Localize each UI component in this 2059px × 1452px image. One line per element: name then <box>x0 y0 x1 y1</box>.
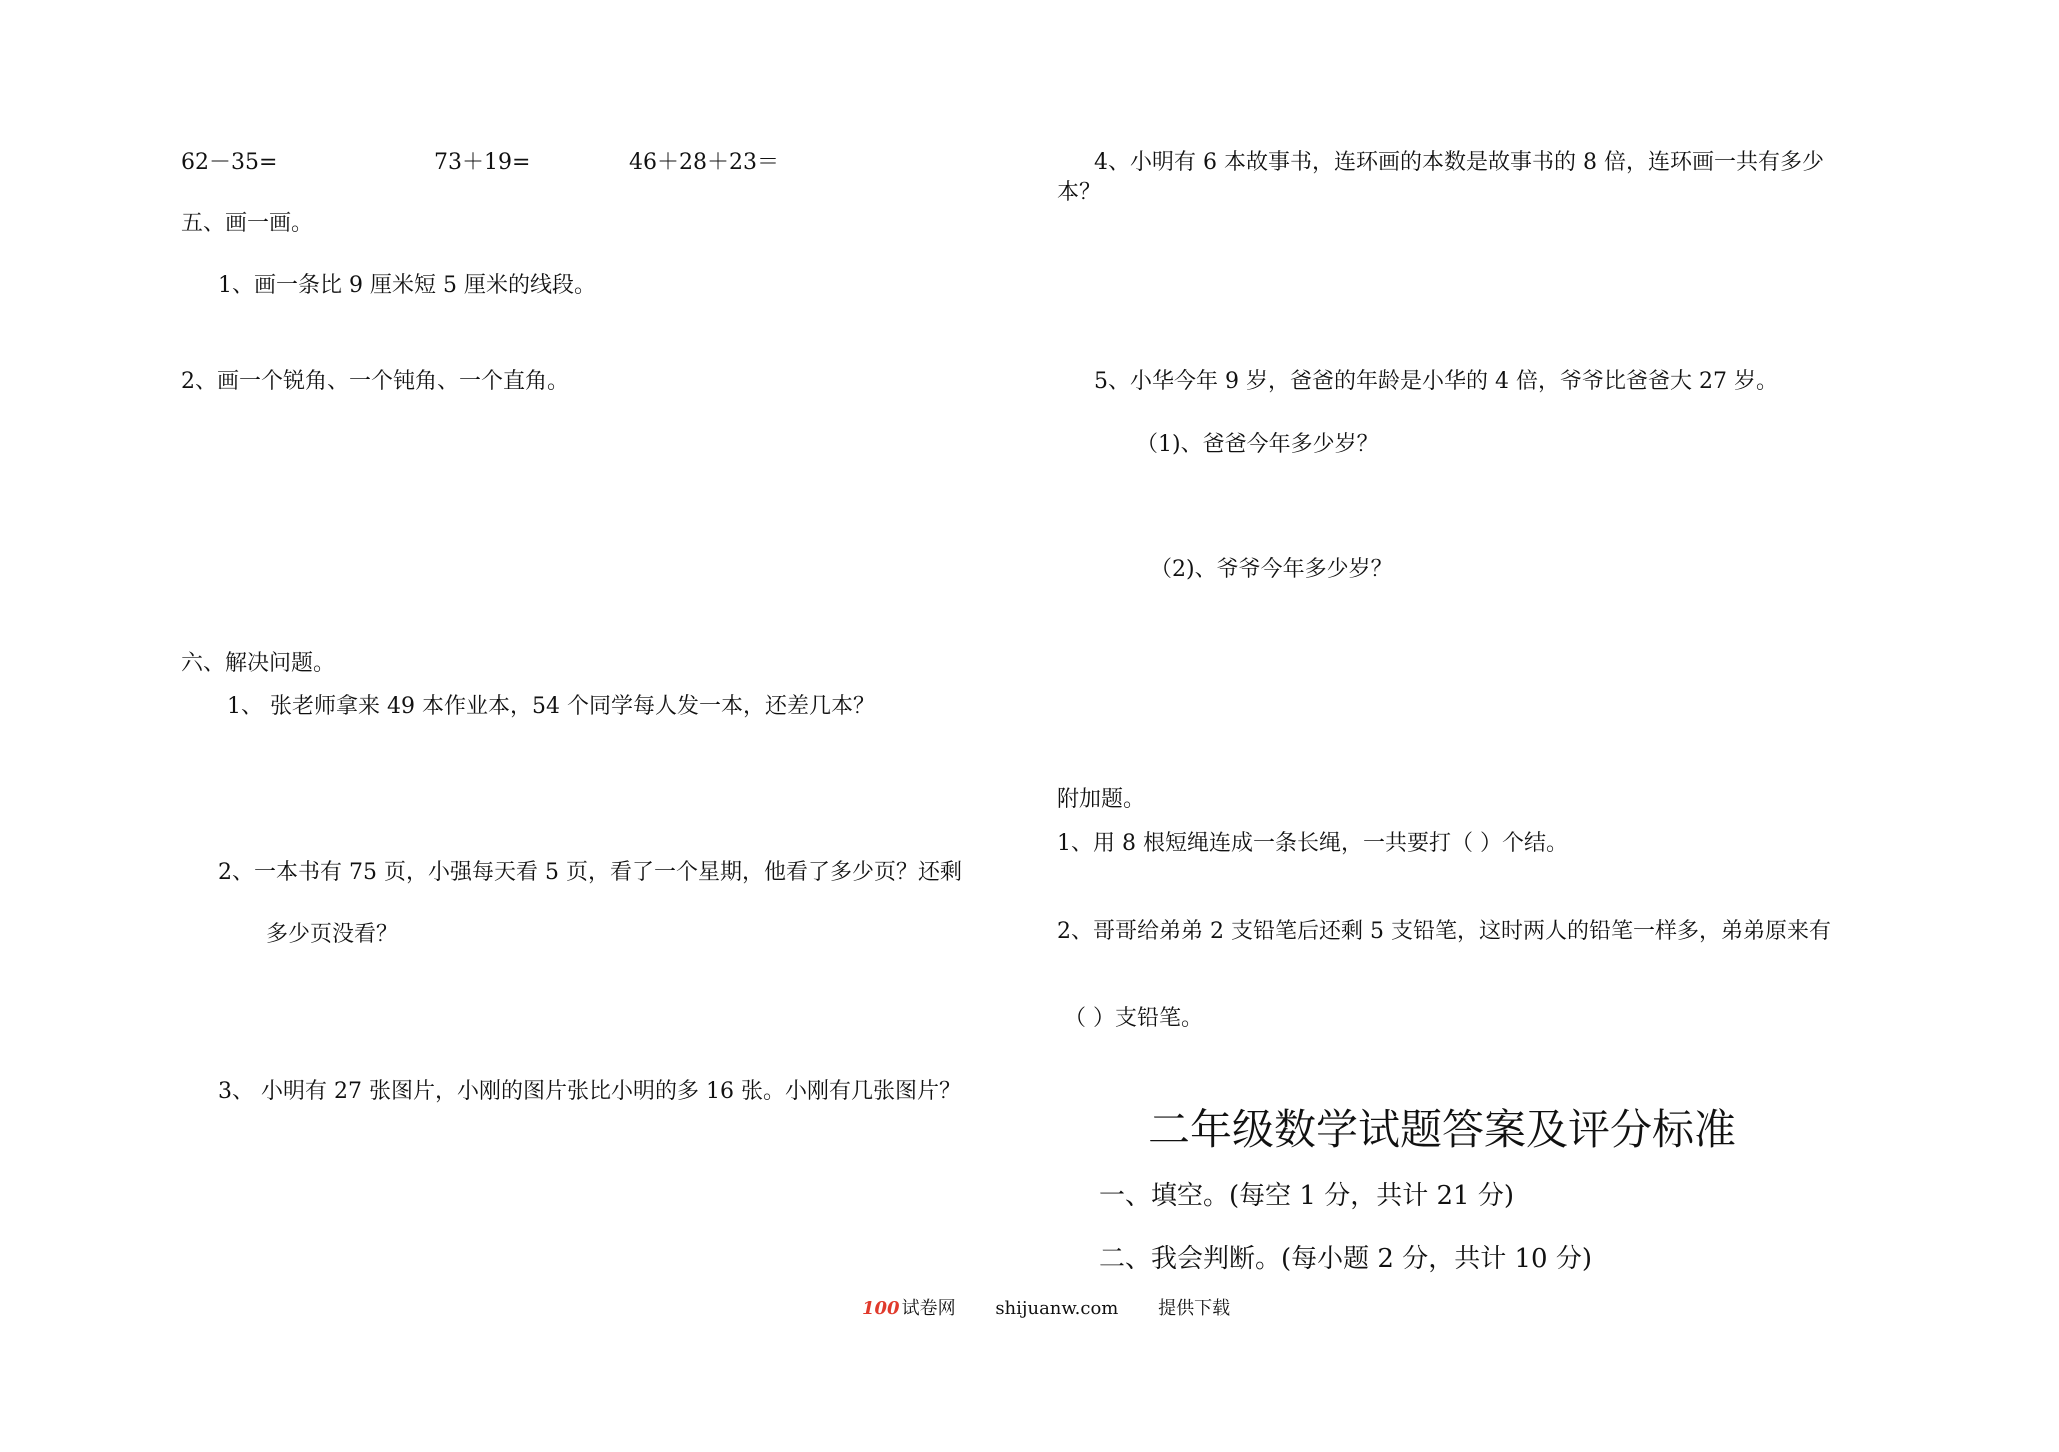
section-6-question-2-line-2: 多少页没看？ <box>266 922 399 947</box>
answer-key-section-1: 一、填空。(每空 1 分，共计 21 分) <box>1099 1181 1514 1211</box>
question-5-sub-1: （1)、爸爸今年多少岁？ <box>1136 432 1379 457</box>
question-4-line-2: 本？ <box>1057 180 1102 205</box>
question-5-sub-2: （2)、爷爷今年多少岁？ <box>1150 557 1393 582</box>
section-5-title: 五、画一画。 <box>181 211 314 236</box>
footer <box>862 1297 1264 1321</box>
calc-item-1: 62－35= <box>181 150 278 175</box>
answer-key-section-2: 二、我会判断。(每小题 2 分，共计 10 分) <box>1099 1244 1592 1274</box>
section-6-question-3: 3、 小明有 27 张图片，小刚的图片张比小明的多 16 张。小刚有几张图片？ <box>218 1079 961 1104</box>
section-6-question-2-line-1: 2、一本书有 75 页，小强每天看 5 页，看了一个星期，他看了多少页？还剩 <box>218 860 962 885</box>
calc-item-3: 46＋28＋23＝ <box>629 150 779 175</box>
download-note: 提供下载 <box>1158 1298 1231 1319</box>
section-6-question-1: 1、 张老师拿来 49 本作业本，54 个同学每人发一本，还差几本？ <box>227 694 875 719</box>
site-domain: shijuanw.com <box>995 1298 1119 1319</box>
site-name: 试卷网 <box>901 1298 956 1319</box>
question-5: 5、小华今年 9 岁，爸爸的年龄是小华的 4 倍，爷爷比爸爸大 27 岁。 <box>1094 369 1778 394</box>
question-4-line-1: 4、小明有 6 本故事书，连环画的本数是故事书的 8 倍，连环画一共有多少 <box>1094 150 1824 175</box>
answer-key-title: 二年级数学试题答案及评分标准 <box>1148 1105 1737 1154</box>
section-5-question-2: 2、画一个锐角、一个钝角、一个直角。 <box>181 369 569 394</box>
bonus-question-2-line-2: （ ）支铅笔。 <box>1064 1006 1203 1031</box>
calc-item-2: 73＋19= <box>434 150 531 175</box>
section-6-title: 六、解决问题。 <box>181 651 336 676</box>
bonus-question-2-line-1: 2、哥哥给弟弟 2 支铅笔后还剩 5 支铅笔，这时两人的铅笔一样多，弟弟原来有 <box>1057 919 1831 944</box>
bonus-title: 附加题。 <box>1057 787 1146 812</box>
site-logo: 100 <box>862 1298 900 1319</box>
bonus-question-1: 1、用 8 根短绳连成一条长绳，一共要打（ ）个结。 <box>1057 831 1568 856</box>
section-5-question-1: 1、画一条比 9 厘米短 5 厘米的线段。 <box>218 273 596 298</box>
